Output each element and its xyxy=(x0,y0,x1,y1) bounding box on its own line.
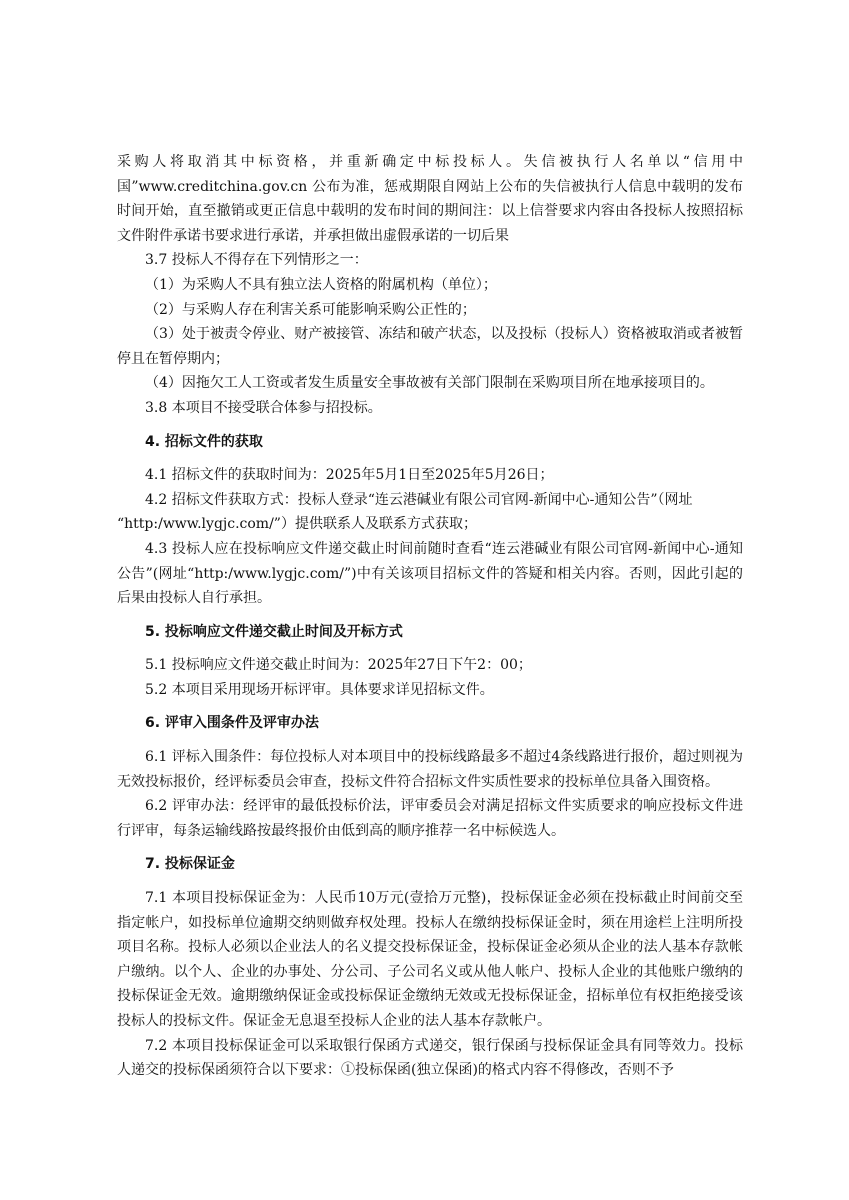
body-paragraph: （3）处于被责令停业、财产被接管、冻结和破产状态，以及投标（投标人）资格被取消或者被暂停且在暂停期内； xyxy=(117,326,743,367)
body-paragraph: 3.8 本项目不接受联合体参与招投标。 xyxy=(145,399,382,416)
body-paragraph: （1）为采购人不具有独立法人资格的附属机构（单位）； xyxy=(145,276,497,293)
body-paragraph: 4.3 投标人应在投标响应文件递交截止时间前随时查看“连云港碱业有限公司官网-新闻中心-通知公告”(网址“http:/www.lygjc.com/”)中有关该项目招标文件的答疑和相关内容。否则，因此引起的后果由投标人自行承担。 xyxy=(117,540,743,607)
section-heading: 5. 投标响应文件递交截止时间及开标方式 xyxy=(145,623,403,640)
body-paragraph: 4.1 招标文件的获取时间为：2025年5月1日至2025年5月26日； xyxy=(145,467,554,484)
body-paragraph: 5.1 投标响应文件递交截止时间为：2025年27日下午2：00； xyxy=(145,657,532,674)
body-paragraph: 5.2 本项目采用现场开标评审。具体要求详见招标文件。 xyxy=(145,681,494,698)
section-heading: 7. 投标保证金 xyxy=(145,856,235,873)
body-paragraph: （2）与采购人存在利害关系可能影响采购公正性的； xyxy=(145,301,476,318)
body-paragraph: 6.1 评标入围条件：每位投标人对本项目中的投标线路最多不超过4条线路进行报价，超过则视为无效投标报价，经评标委员会审查，投标文件符合招标文件实质性要求的投标单位具备入围资格。 xyxy=(117,749,743,790)
body-paragraph: 4.2 招标文件获取方式：投标人登录“连云港碱业有限公司官网-新闻中心-通知公告”（网址 xyxy=(145,491,693,508)
section-heading: 6. 评审入围条件及评审办法 xyxy=(145,715,319,732)
continuation-paragraph: 采购人将取消其中标资格，并重新确定中标投标人。失信被执行人名单以“信用中国”www.creditchina.gov.cn 公布为准，惩戒期限自网站上公布的失信被执行人信息中载明的发布时间开始，直至撤销或更正信息中载明的发布时间的期间注：以上信誉要求内容由各投标人按照招标文件附件承诺书要求进行承诺，并承担做出虚假承诺的一切后果 xyxy=(117,154,743,244)
body-paragraph: 7.2 本项目投标保证金可以采取银行保函方式递交，银行保函与投标保证金具有同等效力。投标人递交的投标保函须符合以下要求：①投标保函(独立保函)的格式内容不得修改，否则不予 xyxy=(117,1037,743,1079)
continuation-paragraph: “http:/www.lygjc.com/”）提供联系人及联系方式获取； xyxy=(117,516,477,533)
section-heading: 4. 招标文件的获取 xyxy=(145,433,263,450)
body-paragraph: 3.7 投标人不得存在下列情形之一： xyxy=(145,252,368,269)
body-paragraph: （4）因拖欠工人工资或者发生质量安全事故被有关部门限制在采购项目所在地承接项目的。 xyxy=(145,375,714,392)
body-paragraph: 6.2 评审办法：经评审的最低投标价法，评审委员会对满足招标文件实质要求的响应投标文件进行评审，每条运输线路按最终报价由低到高的顺序推荐一名中标候选人。 xyxy=(117,798,743,839)
document-body xyxy=(117,150,743,1083)
body-paragraph: 7.1 本项目投标保证金为：人民币10万元(壹拾万元整)，投标保证金必须在投标截止时间前交至指定帐户，如投标单位逾期交纳则做弃权处理。投标人在缴纳投标保证金时，须在用途栏上注明所投项目名称。投标人必须以企业法人的名义提交投标保证金，投标保证金必须从企业的法人基本存款帐户缴纳。以个人、企业的办事处、分公司、子公司名义或从他人帐户、投标人企业的其他账户缴纳的投标保证金无效。逾期缴纳保证金或投标保证金缴纳无效或无投标保证金，招标单位有权拒绝接受该投标人的投标文件。保证金无息退至投标人企业的法人基本存款帐户。 xyxy=(117,890,743,1029)
